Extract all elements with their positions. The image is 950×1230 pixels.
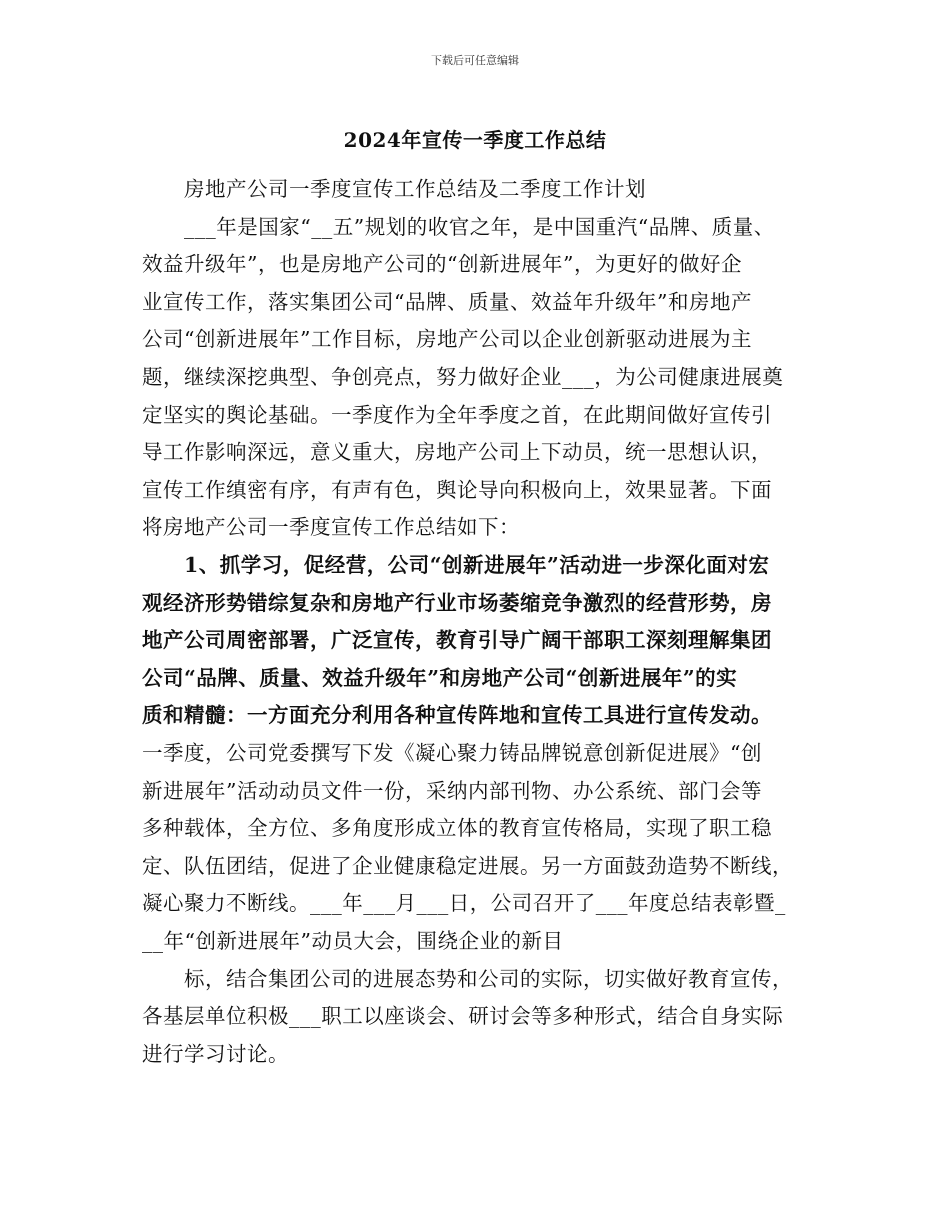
document-title: 2024年宣传一季度工作总结 xyxy=(343,128,607,152)
body-line: 公司“创新进展年”工作目标，房地产公司以企业创新驱动进展为主 xyxy=(142,327,752,352)
body-line: 公司“品牌、质量、效益升级年”和房地产公司“创新进展年”的实 xyxy=(142,665,738,690)
body-line: 导工作影响深远，意义重大，房地产公司上下动员，统一思想认识， xyxy=(142,440,772,465)
body-line: 标，结合集团公司的进展态势和公司的实际，切实做好教育宣传， xyxy=(184,966,793,991)
body-line: 定、队伍团结，促进了企业健康稳定进展。另一方面鼓劲造势不断线， xyxy=(142,853,793,878)
body-line: 1、抓学习，促经营，公司“创新进展年”活动进一步深化面对宏 xyxy=(184,553,770,577)
body-line: 新进展年”活动动员文件一份，采纳内部刊物、办公系统、部门会等 xyxy=(142,778,762,803)
body-line: 观经济形势错综复杂和房地产行业市场萎缩竞争激烈的经营形势，房 xyxy=(142,590,772,615)
body-line: 地产公司周密部署，广泛宣传，教育引导广阔干部职工深刻理解集团 xyxy=(142,628,772,653)
page-header-note: 下载后可任意编辑 xyxy=(431,54,519,67)
body-line: 凝心聚力不断线。___年___月___日，公司召开了___年度总结表彰暨_ xyxy=(142,891,786,916)
body-line: 业宣传工作，落实集团公司“品牌、质量、效益年升级年”和房地产 xyxy=(142,289,752,314)
body-line: 题，继续深挖典型、争创亮点，努力做好企业___，为公司健康进展奠 xyxy=(142,365,784,389)
body-line: 宣传工作缜密有序，有声有色，舆论导向积极向上，效果显著。下面 xyxy=(142,477,772,502)
body-line: ___年是国家“__五”规划的收官之年，是中国重汽“品牌、质量、 xyxy=(184,214,775,239)
body-line: 各基层单位积极___职工以座谈会、研讨会等多种形式，结合自身实际 xyxy=(142,1004,784,1029)
body-line: 房地产公司一季度宣传工作总结及二季度工作计划 xyxy=(184,177,646,201)
body-line: __年“创新进展年”动员大会，围绕企业的新目 xyxy=(142,929,564,953)
body-line: 一季度，公司党委撰写下发《凝心聚力铸品牌锐意创新促进展》“创 xyxy=(142,741,762,765)
body-line: 将房地产公司一季度宣传工作总结如下： xyxy=(142,515,520,540)
body-line: 多种载体，全方位、多角度形成立体的教育宣传格局，实现了职工稳 xyxy=(142,816,772,841)
body-line: 进行学习讨论。 xyxy=(142,1041,289,1066)
body-line: 定坚实的舆论基础。一季度作为全年季度之首，在此期间做好宣传引 xyxy=(142,402,772,427)
body-line: 效益升级年”，也是房地产公司的“创新进展年”，为更好的做好企 xyxy=(142,252,742,277)
body-line: 质和精髓：一方面充分利用各种宣传阵地和宣传工具进行宣传发动。 xyxy=(142,703,772,728)
